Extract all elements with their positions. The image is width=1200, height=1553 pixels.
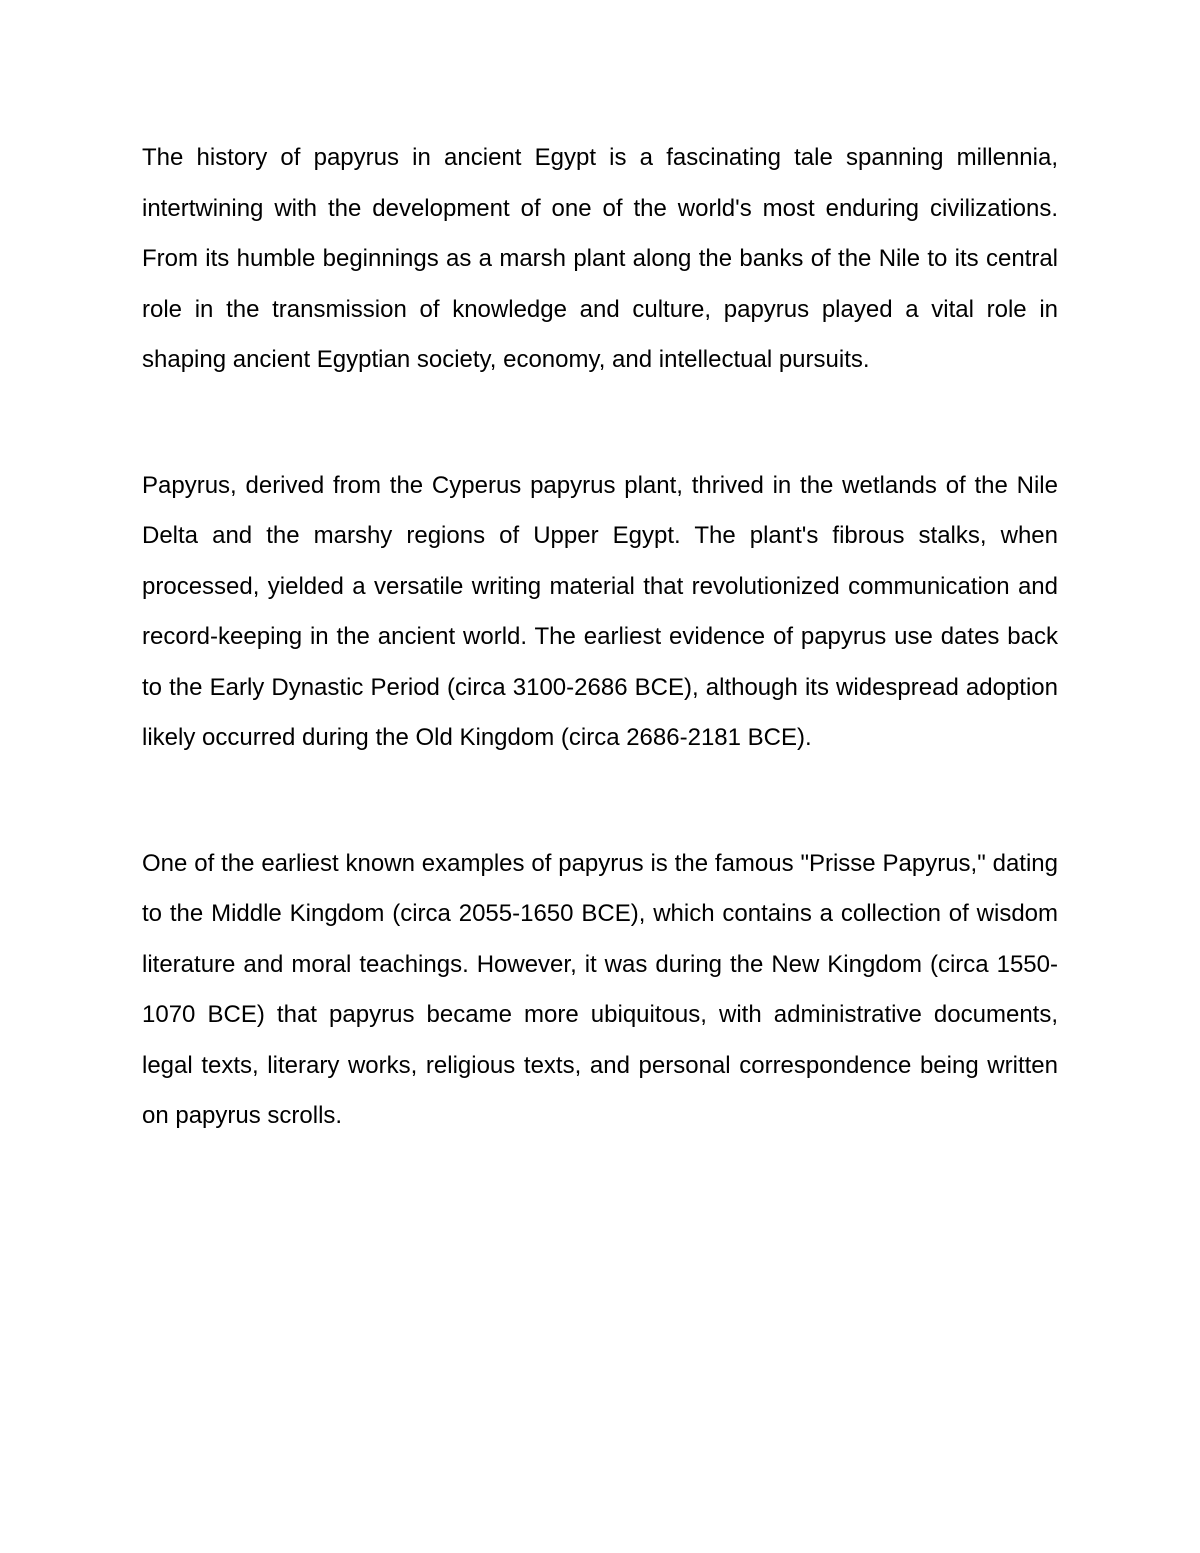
document-body — [142, 133, 1058, 1142]
paragraph-3: One of the earliest known examples of papyrus is the famous "Prisse Papyrus," dating to the Middle Kingdom (circa 2055-1650 BCE), which contains a collection of wisdom literature and moral teachings. However, it was during the New Kingdom (circa 1550-1070 BCE) that papyrus became more ubiquitous, with administrative documents, legal texts, literary works, religious texts, and personal correspondence being written on papyrus scrolls. — [142, 849, 1058, 1129]
paragraph-1: The history of papyrus in ancient Egypt is a fascinating tale spanning millennia, intertwining with the development of one of the world's most enduring civilizations. From its humble beginnings as a marsh plant along the banks of the Nile to its central role in the transmission of knowledge and culture, papyrus played a vital role in shaping ancient Egyptian society, economy, and intellectual pursuits. — [142, 144, 1058, 373]
paragraph-2: Papyrus, derived from the Cyperus papyrus plant, thrived in the wetlands of the Nile Delta and the marshy regions of Upper Egypt. The plant's fibrous stalks, when processed, yielded a versatile writing material that revolutionized communication and record-keeping in the ancient world. The earliest evidence of papyrus use dates back to the Early Dynastic Period (circa 3100-2686 BCE), although its widespread adoption likely occurred during the Old Kingdom (circa 2686-2181 BCE). — [142, 471, 1058, 751]
